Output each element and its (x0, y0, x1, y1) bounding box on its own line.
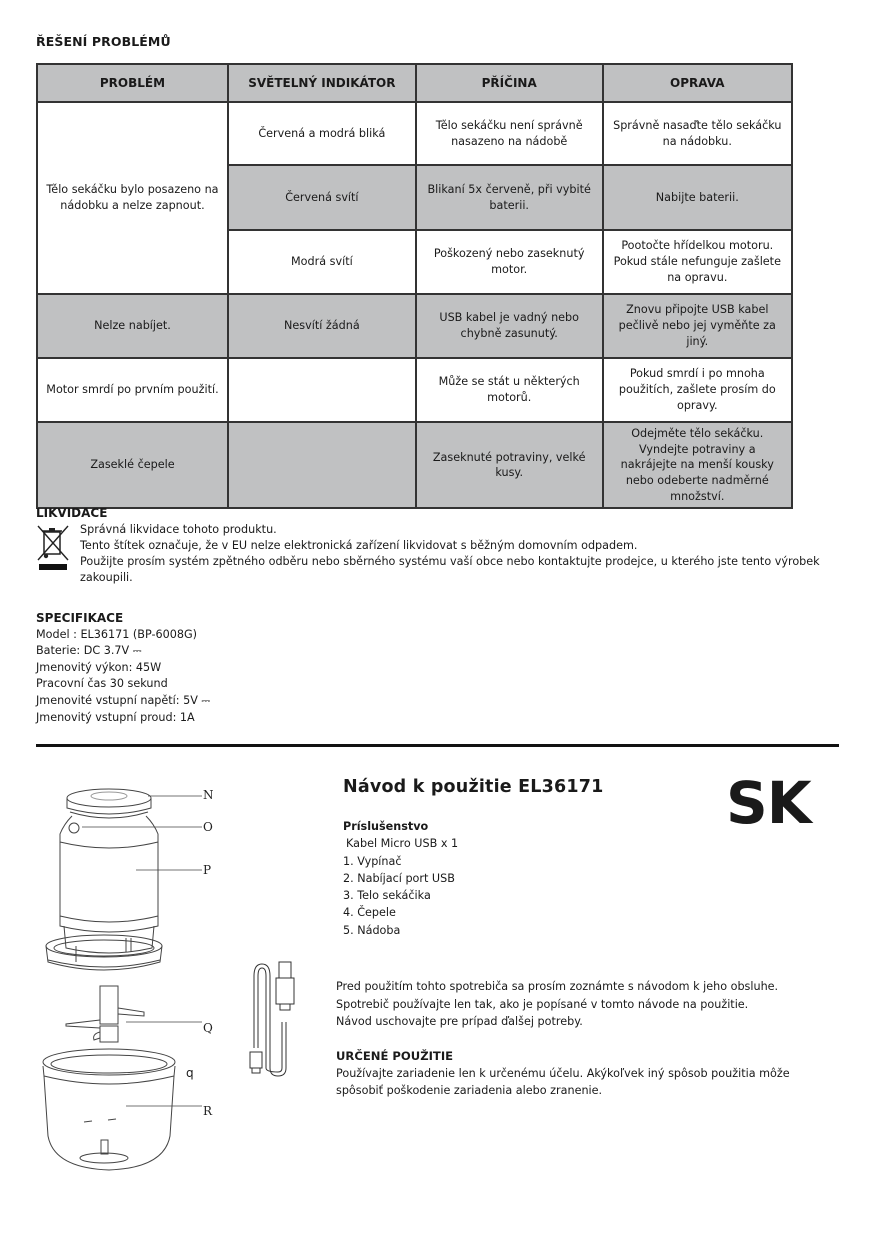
crossed-out-wheelie-bin-icon (36, 524, 70, 572)
cell-fix: Znovu připojte USB kabel pečlivě nebo jej vyměňte za jiný. (603, 294, 792, 358)
diagram-label-q: Q (203, 1021, 213, 1035)
specifications-title: SPECIFIKACE (36, 611, 124, 625)
table-row (37, 294, 792, 358)
section-divider (36, 744, 839, 747)
cell-problem: Motor smrdí po prvním použití. (37, 358, 228, 422)
diagram-label-o: O (203, 820, 213, 834)
table-row (37, 102, 792, 165)
specifications-section (36, 610, 210, 726)
intended-use-section (336, 1048, 816, 1099)
micro-usb-cable-icon (244, 960, 304, 1080)
accessory-item: 2. Nabíjací port USB (343, 871, 455, 885)
accessories-title: Príslušenstvo (343, 820, 429, 833)
cell-problem: Zaseklé čepele (37, 422, 228, 508)
header-indicator: SVĚTELNÝ INDIKÁTOR (228, 64, 416, 102)
table-row (37, 422, 792, 508)
spec-line: Baterie: DC 3.7V ⎓ (36, 644, 142, 658)
cell-cause: Zaseknuté potraviny, velké kusy. (416, 422, 603, 508)
disposal-section (36, 505, 846, 586)
cell-indicator (228, 358, 416, 422)
diagram-label-r: R (203, 1104, 213, 1118)
cell-indicator: Modrá svítí (228, 230, 416, 294)
accessories-section (343, 818, 458, 939)
cell-fix: Pootočte hřídelkou motoru. Pokud stále nefunguje zašlete na opravu. (603, 230, 792, 294)
cell-fix: Nabijte baterii. (603, 165, 792, 230)
cell-cause: USB kabel je vadný nebo chybně zasunutý. (416, 294, 603, 358)
troubleshooting-title: ŘEŠENÍ PROBLÉMŮ (36, 34, 171, 49)
spec-line: Model : EL36171 (BP-6008G) (36, 627, 198, 641)
intro-line: Návod uschovajte pre prípad ďalšej potreby. (336, 1015, 583, 1028)
header-problem: PROBLÉM (37, 64, 228, 102)
language-code: SK (726, 769, 811, 837)
intro-line: Spotrebič používajte len tak, ako je popísané v tomto návode na použitie. (336, 997, 749, 1011)
cell-indicator (228, 422, 416, 508)
manual-title: Návod k použitie EL36171 (343, 777, 604, 797)
header-cause: PŘÍČINA (416, 64, 603, 102)
cell-fix: Správně nasaďte tělo sekáčku na nádobku. (603, 102, 792, 165)
cell-cause: Tělo sekáčku není správně nasazeno na nádobě (416, 102, 603, 165)
cell-indicator: Červená svítí (228, 165, 416, 230)
intro-line: Pred použitím tohto spotrebiča sa prosím zoznámte s návodom k jeho obsluhe. (336, 980, 779, 993)
header-fix: OPRAVA (603, 64, 792, 102)
diagram-label-q-small: q (186, 1066, 194, 1080)
intended-use-title: URČENÉ POUŽITIE (336, 1049, 454, 1063)
cell-indicator: Nesvítí žádná (228, 294, 416, 358)
cell-problem: Nelze nabíjet. (37, 294, 228, 358)
cell-cause: Poškozený nebo zaseknutý motor. (416, 230, 603, 294)
cell-fix: Pokud smrdí i po mnoha použitích, zašlete prosím do opravy. (603, 358, 792, 422)
accessory-item: 5. Nádoba (343, 923, 401, 937)
disposal-line: Použijte prosím systém zpětného odběru nebo sběrného systému vaší obce nebo kontaktujte prodejce, u kterého jste tento výrobek zakoupili. (80, 555, 820, 584)
spec-line: Pracovní čas 30 sekund (36, 677, 168, 691)
spec-line: Jmenovitý vstupní proud: 1A (36, 710, 195, 724)
disposal-title: LIKVIDACE (36, 506, 108, 520)
spec-line: Jmenovité vstupní napětí: 5V ⎓ (36, 693, 211, 707)
accessory-item: 3. Telo sekáčika (343, 889, 431, 903)
cell-problem: Tělo sekáčku bylo posazeno na nádobku a nelze zapnout. (37, 102, 228, 294)
troubleshooting-table (36, 63, 793, 509)
intended-use-text: Používajte zariadenie len k určenému účelu. Akýkoľvek iný spôsob použitia môže spôsobiť poškodenie zariadenia alebo zranenie. (336, 1067, 790, 1097)
table-row (37, 358, 792, 422)
cell-fix: Odejměte tělo sekáčku. Vyndejte potraviny a nakrájejte na menší kousky nebo odeberte nadměrné množství. (603, 422, 792, 508)
disposal-line: Správná likvidace tohoto produktu. (80, 523, 277, 536)
accessory-item: 4. Čepele (343, 906, 396, 920)
cell-indicator: Červená a modrá bliká (228, 102, 416, 165)
spec-line: Jmenovitý výkon: 45W (36, 660, 162, 674)
intro-section (336, 978, 816, 1031)
table-header-row (37, 64, 792, 102)
disposal-line: Tento štítek označuje, že v EU nelze elektronická zařízení likvidovat s běžným domovním odpadem. (80, 539, 638, 552)
diagram-label-p: P (203, 863, 212, 877)
cell-cause: Blikaní 5x červeně, při vybité baterii. (416, 165, 603, 230)
accessory-item: 1. Vypínač (343, 854, 402, 868)
cell-cause: Může se stát u některých motorů. (416, 358, 603, 422)
diagram-label-n: N (203, 788, 214, 802)
accessory-item: Kabel Micro USB x 1 (346, 837, 459, 851)
